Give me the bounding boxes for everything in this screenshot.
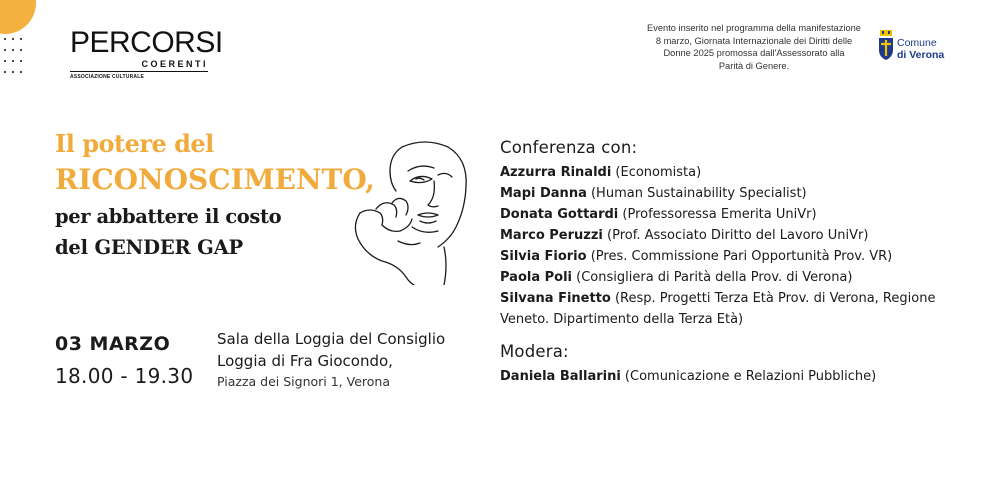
- title-line-2: RICONOSCIMENTO,: [55, 163, 375, 196]
- title-line-4: del GENDER GAP: [55, 236, 243, 259]
- speaker-item: [500, 225, 975, 246]
- note-line: Parità di Genere.: [718, 60, 790, 71]
- comune-verona-logo: [878, 30, 958, 64]
- speaker-role: (Human Sustainability Specialist): [586, 186, 807, 201]
- note-line: 8 marzo, Giornata Internazionale dei Diritti delle: [655, 35, 853, 46]
- comune-line-2: di Verona: [897, 48, 945, 61]
- speaker-item: [500, 246, 975, 267]
- speaker-role: (Resp. Progetti Terza Età Prov. di Verona, Regione Veneto. Dipartimento della Terza Età): [500, 291, 936, 327]
- speaker-item: [500, 204, 975, 225]
- comune-label: [897, 38, 944, 61]
- line-art-face-illustration: [340, 135, 480, 285]
- dot-grid-decoration: [2, 35, 24, 83]
- note-line: Evento inserito nel programma della manifestazione: [647, 23, 861, 33]
- logo-subtitle: COERENTI: [141, 59, 208, 69]
- speaker-item: [500, 183, 975, 204]
- speaker-role: (Prof. Associato Diritto del Lavoro UniVr): [602, 228, 869, 243]
- corner-decoration-circle: [0, 0, 36, 34]
- speaker-name: Silvia Fiorio: [500, 249, 587, 264]
- organization-logo: [70, 26, 223, 80]
- comune-line-1: Comune: [897, 37, 937, 49]
- speaker-name: Donata Gottardi: [500, 207, 619, 222]
- conference-heading: Conferenza con:: [500, 138, 638, 157]
- speaker-list: [500, 162, 975, 330]
- venue-hall: Sala della Loggia del Consiglio: [217, 330, 446, 348]
- venue-loggia: Loggia di Fra Giocondo,: [217, 352, 393, 370]
- speaker-item: [500, 267, 975, 288]
- logo-association-label: ASSOCIAZIONE CULTURALE: [70, 74, 145, 80]
- moderator-role: (Comunicazione e Relazioni Pubbliche): [620, 369, 877, 384]
- logo-wordmark: PERCORSI: [70, 26, 223, 59]
- speaker-role: (Professoressa Emerita UniVr): [618, 207, 817, 222]
- speaker-name: Mapi Danna: [500, 186, 587, 201]
- event-time: 18.00 - 19.30: [55, 364, 194, 388]
- speaker-role: (Economista): [611, 165, 702, 180]
- city-crest-icon: [878, 30, 894, 60]
- moderator-name: Daniela Ballarini: [500, 369, 621, 384]
- logo-divider: [70, 71, 208, 72]
- speaker-role: (Pres. Commissione Pari Opportunità Prov. VR): [586, 249, 893, 264]
- moderator-item: [500, 366, 876, 387]
- moderator-heading: Modera:: [500, 342, 569, 361]
- event-date: 03 MARZO: [55, 333, 171, 355]
- venue-address: Piazza dei Signori 1, Verona: [217, 374, 390, 389]
- event-title: [55, 128, 375, 263]
- speaker-name: Silvana Finetto: [500, 291, 611, 306]
- speaker-name: Marco Peruzzi: [500, 228, 603, 243]
- speaker-role: (Consigliera di Parità della Prov. di Verona): [572, 270, 853, 285]
- speaker-name: Paola Poli: [500, 270, 573, 285]
- note-line: Donne 2025 promossa dall'Assessorato alla: [663, 48, 845, 58]
- event-program-note: [640, 22, 868, 72]
- title-line-3: per abbattere il costo: [55, 205, 282, 228]
- title-line-1: Il potere del: [55, 129, 214, 158]
- speaker-item: [500, 288, 975, 330]
- speaker-item: [500, 162, 975, 183]
- speaker-name: Azzurra Rinaldi: [500, 165, 612, 180]
- event-venue: [217, 328, 482, 392]
